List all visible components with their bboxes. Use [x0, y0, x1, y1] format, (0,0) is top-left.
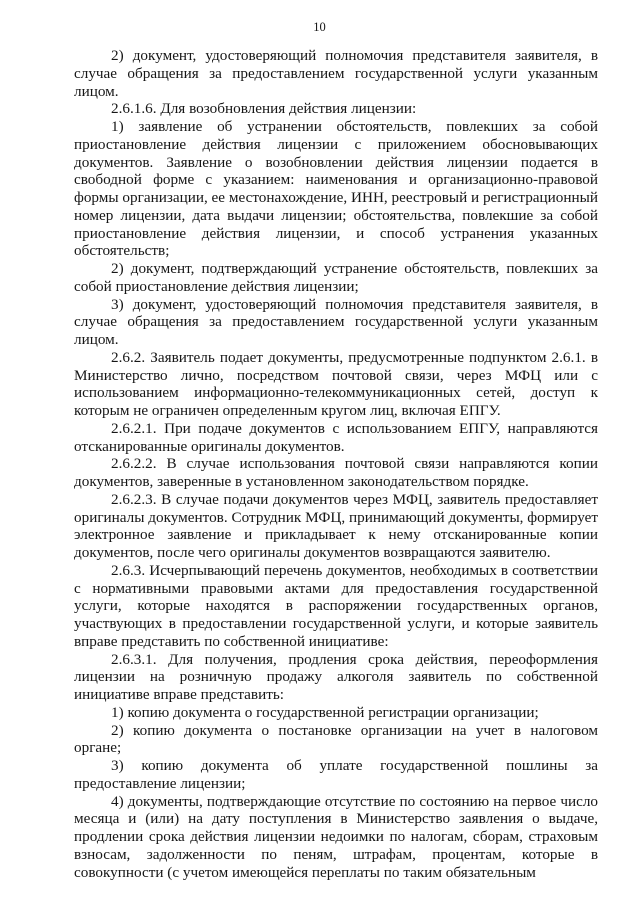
page-number: 10 — [313, 20, 326, 34]
paragraph-2-6-2: 2.6.2. Заявитель подает документы, предусмотренные подпунктом 2.6.1. в Министерство лично, посредством почтовой связи, через МФЦ или с использованием информационно-телекоммуникационных сетей, доступ к которым не ограничен определенным кругом лиц, включая ЕПГУ. — [74, 348, 598, 419]
paragraph-2-6-3: 2.6.3. Исчерпывающий перечень документов, необходимых в соответствии с нормативными правовыми актами для предоставления государственной услуги, которые находятся в распоряжении государственных органов, участвующих в предоставлении государственной услуги, и которые заявитель вправе представить по собственной инициативе: — [74, 561, 598, 650]
paragraph-representative-authority-1: 2) документ, удостоверяющий полномочия представителя заявителя, в случае обращения за предоставлением государственной услуги указанным лицом. — [74, 47, 598, 100]
list-item-registration-copy: 1) копию документа о государственной регистрации организации; — [111, 703, 539, 721]
paragraph-resumption-application: 1) заявление об устранении обстоятельств, повлекших за собой приостановление действия лицензии с приложением обосновывающих документов. Заявление о возобновлении действия лицензии подается в свободной форме с указанием: наименования и организационно-правовой формы организации, ее местонахождение, ИНН, реестровый и регистрационный номер лицензии, дата выдачи лицензии; обстоятельства, повлекшие за собой приостановление действия лицензии, и способ устранения указанных обстоятельств; — [74, 118, 598, 260]
paragraph-2-6-3-1: 2.6.3.1. Для получения, продления срока действия, переоформления лицензии на розничную продажу алкоголя заявитель по собственной инициативе вправе представить: — [74, 650, 598, 703]
list-item-tax-registration-copy: 2) копию документа о постановке организации на учет в налоговом органе; — [74, 721, 598, 757]
list-item-no-arrears-documents: 4) документы, подтверждающие отсутствие по состоянию на первое число месяца и (или) на дату поступления в Министерство заявления о выдаче, продлении срока действия лицензии недоимки по налогам, сборам, страховым взносам, задолженности по пеням, штрафам, процентам, которые в совокупности (с учетом имеющейся переплаты по таким обязательным — [74, 792, 598, 881]
document-body — [74, 47, 598, 881]
list-item-state-fee-copy: 3) копию документа об уплате государственной пошлины за предоставление лицензии; — [74, 757, 598, 792]
paragraph-2-6-1-6-heading: 2.6.1.6. Для возобновления действия лицензии: — [111, 100, 417, 118]
paragraph-2-6-2-1: 2.6.2.1. При подаче документов с использованием ЕПГУ, направляются отсканированные оригиналы документов. — [74, 419, 598, 455]
paragraph-representative-authority-2: 3) документ, удостоверяющий полномочия представителя заявителя, в случае обращения за предоставлением государственной услуги указанным лицом. — [74, 295, 598, 348]
paragraph-elimination-proof: 2) документ, подтверждающий устранение обстоятельств, повлекших за собой приостановление действия лицензии; — [74, 260, 598, 295]
paragraph-2-6-2-3: 2.6.2.3. В случае подачи документов через МФЦ, заявитель предоставляет оригиналы документов. Сотрудник МФЦ, принимающий документы, формирует электронное заявление и прикладывает к нему отсканированные копии документов, после чего оригиналы документов возвращаются заявителю. — [74, 490, 598, 561]
paragraph-2-6-2-2: 2.6.2.2. В случае использования почтовой связи направляются копии документов, заверенные в установленном законодательством порядке. — [74, 455, 598, 490]
